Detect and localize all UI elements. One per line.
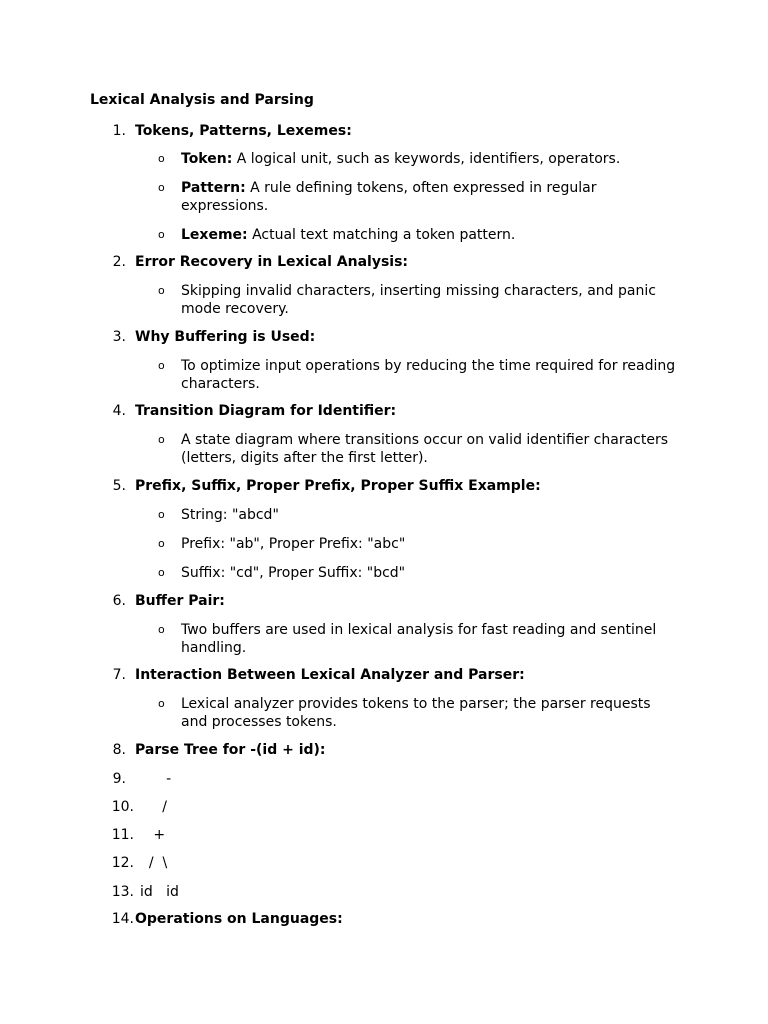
document-title: Lexical Analysis and Parsing (90, 92, 314, 108)
list-item-heading: Transition Diagram for Identifier: (135, 403, 397, 419)
bullet-marker: o (158, 181, 165, 194)
list-item-number: 14. (111, 911, 134, 927)
list-item-number: 3. (112, 329, 126, 345)
list-item-heading: Interaction Between Lexical Analyzer and Parser: (135, 667, 525, 683)
sub-item-description: A state diagram where transitions occur on valid identifier characters (letters, digits after the first letter). (181, 432, 673, 466)
sub-list-item-text (181, 506, 681, 524)
sub-item-description: Skipping invalid characters, inserting missing characters, and panic mode recovery. (181, 283, 661, 317)
bullet-marker: o (158, 284, 165, 297)
sub-list-item-text (181, 535, 681, 553)
list-item-number: 5. (112, 478, 126, 494)
bullet-marker: o (158, 433, 165, 446)
list-item-heading: Error Recovery in Lexical Analysis: (135, 254, 409, 270)
sub-list-item-text (181, 621, 681, 657)
parse-tree-text: / \ (140, 855, 168, 871)
bullet-marker: o (158, 697, 165, 710)
list-item-heading: Tokens, Patterns, Lexemes: (135, 123, 352, 139)
list-item-number: 11. (111, 827, 134, 843)
list-item-number: 9. (112, 771, 126, 787)
sub-item-description: Suffix: "cd", Proper Suffix: "bcd" (181, 565, 406, 581)
bullet-marker: o (158, 508, 165, 521)
sub-item-description: A logical unit, such as keywords, identifiers, operators. (232, 151, 621, 167)
list-item-heading: Operations on Languages: (135, 911, 343, 927)
parse-tree-text: + (140, 827, 166, 843)
list-item-number: 8. (112, 742, 126, 758)
list-item-number: 6. (112, 593, 126, 609)
sub-list-item-text (181, 431, 681, 467)
list-item-heading: Buffer Pair: (135, 593, 225, 609)
parse-tree-text: / (140, 799, 167, 815)
sub-item-description: To optimize input operations by reducing the time required for reading characters. (181, 358, 680, 392)
sub-item-description: Lexical analyzer provides tokens to the parser; the parser requests and processes tokens. (181, 696, 656, 730)
bullet-marker: o (158, 152, 165, 165)
sub-item-description: Two buffers are used in lexical analysis for fast reading and sentinel handling. (181, 622, 661, 656)
list-item-number: 7. (112, 667, 126, 683)
sub-list-item-text (181, 226, 681, 244)
sub-item-description: Actual text matching a token pattern. (247, 227, 516, 243)
bullet-marker: o (158, 566, 165, 579)
sub-list-item-text (181, 357, 681, 393)
list-item-heading: Why Buffering is Used: (135, 329, 316, 345)
list-item-heading: Prefix, Suffix, Proper Prefix, Proper Suffix Example: (135, 478, 541, 494)
term-label: Pattern: (181, 180, 246, 196)
bullet-marker: o (158, 623, 165, 636)
list-item-number: 4. (112, 403, 126, 419)
sub-list-item-text (181, 564, 681, 582)
sub-list-item-text (181, 695, 681, 731)
term-label: Token: (181, 151, 233, 167)
parse-tree-text: - (135, 771, 172, 787)
sub-item-description: String: "abcd" (181, 507, 279, 523)
sub-list-item-text (181, 150, 681, 168)
sub-item-description: A rule defining tokens, often expressed in regular expressions. (181, 180, 601, 214)
list-item-number: 2. (112, 254, 126, 270)
sub-list-item-text (181, 282, 681, 318)
sub-item-description: Prefix: "ab", Proper Prefix: "abc" (181, 536, 406, 552)
parse-tree-text: id id (140, 884, 179, 900)
sub-list-item-text (181, 179, 681, 215)
bullet-marker: o (158, 359, 165, 372)
list-item-number: 13. (111, 884, 134, 900)
list-item-number: 12. (111, 855, 134, 871)
bullet-marker: o (158, 228, 165, 241)
list-item-heading: Parse Tree for -(id + id): (135, 742, 326, 758)
list-item-number: 1. (112, 123, 126, 139)
bullet-marker: o (158, 537, 165, 550)
list-item-number: 10. (111, 799, 134, 815)
term-label: Lexeme: (181, 227, 248, 243)
